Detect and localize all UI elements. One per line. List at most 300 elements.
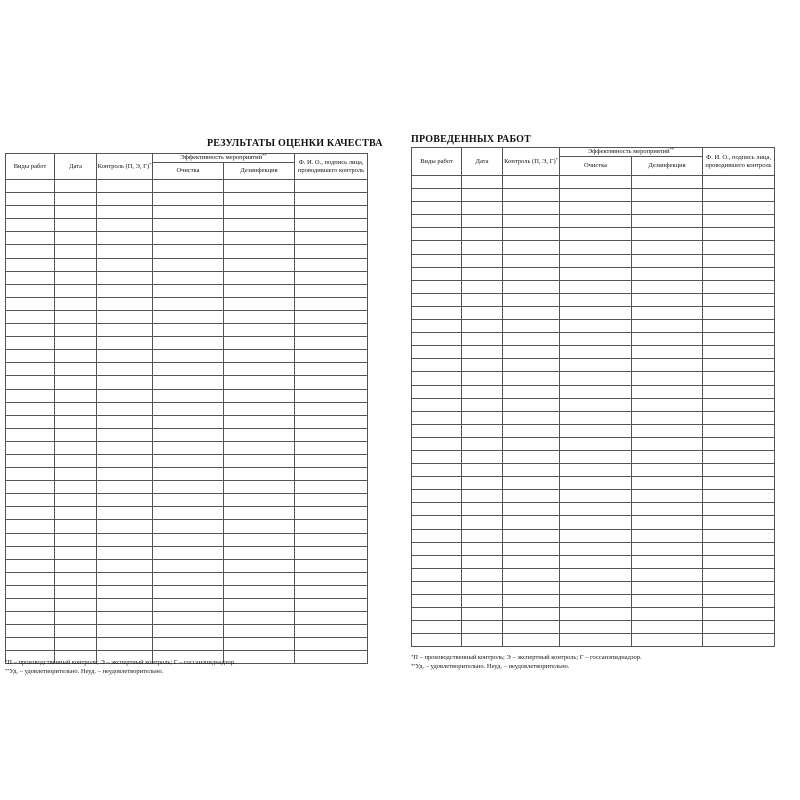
cell-disinfection <box>224 402 295 415</box>
cell-work-type <box>412 267 462 280</box>
cell-work-type <box>6 284 55 297</box>
cell-disinfection <box>224 428 295 441</box>
table-row <box>412 254 775 267</box>
cell-work-type <box>6 337 55 350</box>
cell-cleaning <box>560 398 632 411</box>
cell-disinfection <box>632 477 703 490</box>
cell-cleaning <box>153 441 224 454</box>
table-row <box>6 193 368 206</box>
cell-signature <box>703 503 775 516</box>
cell-control <box>97 350 153 363</box>
cell-cleaning <box>560 516 632 529</box>
cell-signature <box>703 555 775 568</box>
cell-date <box>55 245 97 258</box>
cell-cleaning <box>153 363 224 376</box>
cell-signature <box>295 572 368 585</box>
cell-disinfection <box>224 454 295 467</box>
cell-cleaning <box>560 424 632 437</box>
cell-work-type <box>412 398 462 411</box>
table-row <box>6 454 368 467</box>
cell-date <box>462 542 503 555</box>
table-row <box>412 516 775 529</box>
cell-work-type <box>412 189 462 202</box>
cell-control <box>97 599 153 612</box>
cell-cleaning <box>560 477 632 490</box>
cell-control <box>97 468 153 481</box>
cell-work-type <box>6 415 55 428</box>
cell-work-type <box>6 193 55 206</box>
table-row <box>6 612 368 625</box>
cell-disinfection <box>224 638 295 651</box>
cell-cleaning <box>153 350 224 363</box>
table-row <box>412 202 775 215</box>
cell-signature <box>295 310 368 323</box>
cell-work-type <box>412 608 462 621</box>
header-cleaning: Очистка <box>153 163 224 180</box>
cell-signature <box>295 193 368 206</box>
cell-date <box>55 507 97 520</box>
cell-cleaning <box>153 402 224 415</box>
cell-work-type <box>412 359 462 372</box>
cell-date <box>462 320 503 333</box>
cell-control <box>97 428 153 441</box>
cell-date <box>55 350 97 363</box>
table-row <box>6 599 368 612</box>
cell-cleaning <box>153 612 224 625</box>
cell-cleaning <box>560 254 632 267</box>
cell-disinfection <box>224 481 295 494</box>
cell-work-type <box>412 581 462 594</box>
cell-cleaning <box>560 385 632 398</box>
cell-control <box>97 337 153 350</box>
cell-date <box>55 376 97 389</box>
table-row <box>412 581 775 594</box>
cell-work-type <box>412 385 462 398</box>
table-row <box>6 481 368 494</box>
cell-disinfection <box>224 559 295 572</box>
right-footnotes <box>411 653 642 671</box>
cell-control <box>503 254 560 267</box>
cell-signature <box>703 228 775 241</box>
cell-work-type <box>412 568 462 581</box>
cell-date <box>462 267 503 280</box>
cell-cleaning <box>153 454 224 467</box>
cell-date <box>462 398 503 411</box>
cell-signature <box>295 363 368 376</box>
cell-work-type <box>6 520 55 533</box>
cell-signature <box>295 651 368 664</box>
table-row <box>412 477 775 490</box>
cell-date <box>462 621 503 634</box>
cell-cleaning <box>560 189 632 202</box>
cell-signature <box>703 477 775 490</box>
cell-work-type <box>6 546 55 559</box>
cell-cleaning <box>153 533 224 546</box>
cell-work-type <box>412 254 462 267</box>
cell-work-type <box>412 555 462 568</box>
header-signature: Ф. И. О., подпись лица, проводившего контроль <box>703 148 775 176</box>
cell-date <box>462 280 503 293</box>
cell-disinfection <box>632 555 703 568</box>
cell-work-type <box>412 241 462 254</box>
cell-control <box>97 206 153 219</box>
cell-work-type <box>412 372 462 385</box>
cell-control <box>503 581 560 594</box>
cell-cleaning <box>153 415 224 428</box>
cell-date <box>55 428 97 441</box>
table-row <box>6 258 368 271</box>
cell-disinfection <box>632 516 703 529</box>
cell-disinfection <box>224 284 295 297</box>
cell-signature <box>295 468 368 481</box>
cell-signature <box>703 437 775 450</box>
table-row <box>412 595 775 608</box>
table-row <box>412 241 775 254</box>
cell-control <box>97 533 153 546</box>
cell-signature <box>703 516 775 529</box>
left-footnotes <box>5 658 236 676</box>
header-date: Дата <box>55 154 97 180</box>
cell-date <box>462 176 503 189</box>
cell-disinfection <box>632 503 703 516</box>
table-row <box>6 402 368 415</box>
cell-date <box>55 206 97 219</box>
cell-signature <box>703 595 775 608</box>
cell-disinfection <box>632 306 703 319</box>
cell-signature <box>703 529 775 542</box>
cell-cleaning <box>560 372 632 385</box>
cell-signature <box>703 581 775 594</box>
cell-date <box>462 189 503 202</box>
cell-date <box>55 219 97 232</box>
cell-work-type <box>412 176 462 189</box>
cell-cleaning <box>153 585 224 598</box>
table-row <box>6 389 368 402</box>
cell-work-type <box>412 634 462 647</box>
cell-disinfection <box>632 542 703 555</box>
table-row <box>6 428 368 441</box>
table-row <box>6 638 368 651</box>
cell-date <box>462 450 503 463</box>
cell-signature <box>703 608 775 621</box>
cell-cleaning <box>560 542 632 555</box>
cell-disinfection <box>224 180 295 193</box>
cell-date <box>55 297 97 310</box>
cell-disinfection <box>632 280 703 293</box>
cell-work-type <box>6 599 55 612</box>
cell-cleaning <box>153 625 224 638</box>
cell-control <box>503 346 560 359</box>
cell-disinfection <box>632 333 703 346</box>
cell-control <box>503 202 560 215</box>
cell-signature <box>295 324 368 337</box>
cell-cleaning <box>560 320 632 333</box>
header-effectiveness: Эффективность мероприятий** <box>153 154 295 163</box>
cell-control <box>503 306 560 319</box>
cell-cleaning <box>560 581 632 594</box>
cell-signature <box>703 372 775 385</box>
cell-signature <box>703 424 775 437</box>
cell-date <box>55 271 97 284</box>
table-row <box>6 219 368 232</box>
cell-disinfection <box>224 193 295 206</box>
cell-control <box>97 363 153 376</box>
cell-signature <box>295 402 368 415</box>
footnote-effectiveness: **Уд. – удовлетворительно. Неуд. – неудовлетворительно. <box>411 663 570 670</box>
footnote-control: *П – производственный контроль; Э – экспертный контроль; Г – госсанэпиднадзор. <box>5 659 236 666</box>
cell-signature <box>295 507 368 520</box>
cell-date <box>55 481 97 494</box>
cell-cleaning <box>560 490 632 503</box>
header-effectiveness: Эффективность мероприятий** <box>560 148 703 157</box>
cell-cleaning <box>560 464 632 477</box>
cell-signature <box>703 450 775 463</box>
cell-signature <box>295 284 368 297</box>
cell-cleaning <box>560 608 632 621</box>
cell-signature <box>703 568 775 581</box>
cell-work-type <box>412 437 462 450</box>
cell-cleaning <box>153 297 224 310</box>
table-row <box>6 297 368 310</box>
cell-signature <box>295 258 368 271</box>
cell-control <box>503 359 560 372</box>
cell-work-type <box>412 464 462 477</box>
cell-work-type <box>412 621 462 634</box>
cell-date <box>55 389 97 402</box>
cell-signature <box>295 625 368 638</box>
cell-disinfection <box>224 219 295 232</box>
cell-date <box>55 494 97 507</box>
cell-date <box>55 585 97 598</box>
cell-control <box>503 634 560 647</box>
cell-control <box>503 189 560 202</box>
cell-control <box>503 424 560 437</box>
header-signature: Ф. И. О., подпись лица, проводившего контроль <box>295 154 368 180</box>
cell-date <box>55 310 97 323</box>
cell-date <box>55 324 97 337</box>
cell-date <box>462 477 503 490</box>
cell-disinfection <box>632 490 703 503</box>
cell-work-type <box>6 219 55 232</box>
right-journal-table <box>411 147 775 647</box>
table-row <box>6 507 368 520</box>
cell-signature <box>703 241 775 254</box>
cell-date <box>462 464 503 477</box>
table-row <box>412 398 775 411</box>
cell-date <box>462 529 503 542</box>
cell-cleaning <box>153 638 224 651</box>
cell-date <box>55 415 97 428</box>
cell-cleaning <box>153 376 224 389</box>
cell-control <box>503 320 560 333</box>
cell-date <box>462 333 503 346</box>
cell-cleaning <box>153 193 224 206</box>
cell-control <box>97 585 153 598</box>
cell-work-type <box>6 612 55 625</box>
table-row <box>6 468 368 481</box>
cell-cleaning <box>153 546 224 559</box>
table-row <box>412 464 775 477</box>
cell-signature <box>295 180 368 193</box>
cell-date <box>462 516 503 529</box>
cell-cleaning <box>153 389 224 402</box>
cell-control <box>97 494 153 507</box>
cell-signature <box>295 350 368 363</box>
cell-cleaning <box>153 206 224 219</box>
cell-date <box>462 202 503 215</box>
cell-cleaning <box>153 481 224 494</box>
cell-control <box>503 516 560 529</box>
table-row <box>412 503 775 516</box>
cell-date <box>462 437 503 450</box>
cell-date <box>55 638 97 651</box>
cell-disinfection <box>224 376 295 389</box>
cell-signature <box>295 441 368 454</box>
table-row <box>6 415 368 428</box>
cell-signature <box>295 415 368 428</box>
cell-cleaning <box>153 219 224 232</box>
cell-disinfection <box>632 621 703 634</box>
cell-date <box>462 634 503 647</box>
cell-work-type <box>6 468 55 481</box>
cell-control <box>503 503 560 516</box>
cell-work-type <box>6 625 55 638</box>
cell-signature <box>703 293 775 306</box>
cell-signature <box>295 232 368 245</box>
cell-work-type <box>6 324 55 337</box>
cell-work-type <box>6 428 55 441</box>
cell-control <box>97 271 153 284</box>
cell-control <box>503 595 560 608</box>
cell-disinfection <box>632 202 703 215</box>
cell-work-type <box>412 503 462 516</box>
cell-cleaning <box>153 258 224 271</box>
cell-signature <box>703 359 775 372</box>
cell-disinfection <box>224 625 295 638</box>
cell-disinfection <box>632 634 703 647</box>
cell-disinfection <box>632 241 703 254</box>
cell-disinfection <box>632 385 703 398</box>
cell-control <box>503 529 560 542</box>
footnote-control: *П – производственный контроль; Э – экспертный контроль; Г – госсанэпиднадзор. <box>411 654 642 661</box>
cell-signature <box>703 398 775 411</box>
table-row <box>412 621 775 634</box>
cell-signature <box>703 464 775 477</box>
cell-disinfection <box>224 324 295 337</box>
cell-cleaning <box>153 271 224 284</box>
cell-signature <box>295 599 368 612</box>
cell-cleaning <box>560 293 632 306</box>
cell-work-type <box>412 333 462 346</box>
cell-date <box>462 359 503 372</box>
cell-work-type <box>6 494 55 507</box>
table-row <box>6 376 368 389</box>
cell-work-type <box>412 450 462 463</box>
cell-control <box>97 612 153 625</box>
cell-date <box>462 581 503 594</box>
cell-control <box>503 398 560 411</box>
cell-control <box>503 241 560 254</box>
right-table-body <box>412 176 775 647</box>
cell-cleaning <box>153 494 224 507</box>
cell-cleaning <box>153 324 224 337</box>
cell-signature <box>703 176 775 189</box>
cell-cleaning <box>560 450 632 463</box>
cell-cleaning <box>153 520 224 533</box>
table-row <box>412 228 775 241</box>
cell-control <box>97 638 153 651</box>
cell-signature <box>703 254 775 267</box>
cell-signature <box>295 494 368 507</box>
cell-cleaning <box>560 333 632 346</box>
cell-date <box>462 241 503 254</box>
cell-disinfection <box>632 215 703 228</box>
cell-signature <box>703 202 775 215</box>
cell-signature <box>295 559 368 572</box>
cell-cleaning <box>560 411 632 424</box>
right-page <box>400 0 800 800</box>
cell-work-type <box>412 306 462 319</box>
table-row <box>412 568 775 581</box>
cell-signature <box>703 346 775 359</box>
cell-work-type <box>6 507 55 520</box>
cell-cleaning <box>560 346 632 359</box>
cell-disinfection <box>224 599 295 612</box>
cell-disinfection <box>224 572 295 585</box>
cell-disinfection <box>224 310 295 323</box>
cell-signature <box>703 634 775 647</box>
cell-date <box>462 411 503 424</box>
cell-disinfection <box>632 254 703 267</box>
table-row <box>412 555 775 568</box>
cell-date <box>462 228 503 241</box>
cell-cleaning <box>560 176 632 189</box>
cell-disinfection <box>632 176 703 189</box>
cell-disinfection <box>632 437 703 450</box>
table-row <box>6 245 368 258</box>
cell-work-type <box>412 346 462 359</box>
cell-control <box>503 621 560 634</box>
table-row <box>6 559 368 572</box>
cell-signature <box>295 454 368 467</box>
cell-work-type <box>6 585 55 598</box>
table-row <box>6 310 368 323</box>
table-row <box>412 424 775 437</box>
cell-date <box>55 363 97 376</box>
cell-signature <box>703 333 775 346</box>
cell-date <box>462 346 503 359</box>
cell-date <box>55 533 97 546</box>
cell-cleaning <box>560 568 632 581</box>
cell-control <box>97 180 153 193</box>
cell-disinfection <box>224 337 295 350</box>
cell-work-type <box>412 424 462 437</box>
table-row <box>6 232 368 245</box>
cell-signature <box>703 215 775 228</box>
footnote-effectiveness: **Уд. – удовлетворительно. Неуд. – неудовлетворительно. <box>5 668 164 675</box>
cell-work-type <box>412 320 462 333</box>
cell-disinfection <box>632 424 703 437</box>
header-disinfection: Дезинфекция <box>632 157 703 176</box>
cell-signature <box>703 280 775 293</box>
cell-cleaning <box>153 428 224 441</box>
table-row <box>6 180 368 193</box>
cell-control <box>503 437 560 450</box>
cell-control <box>503 228 560 241</box>
table-row <box>6 271 368 284</box>
cell-signature <box>295 389 368 402</box>
cell-cleaning <box>153 245 224 258</box>
